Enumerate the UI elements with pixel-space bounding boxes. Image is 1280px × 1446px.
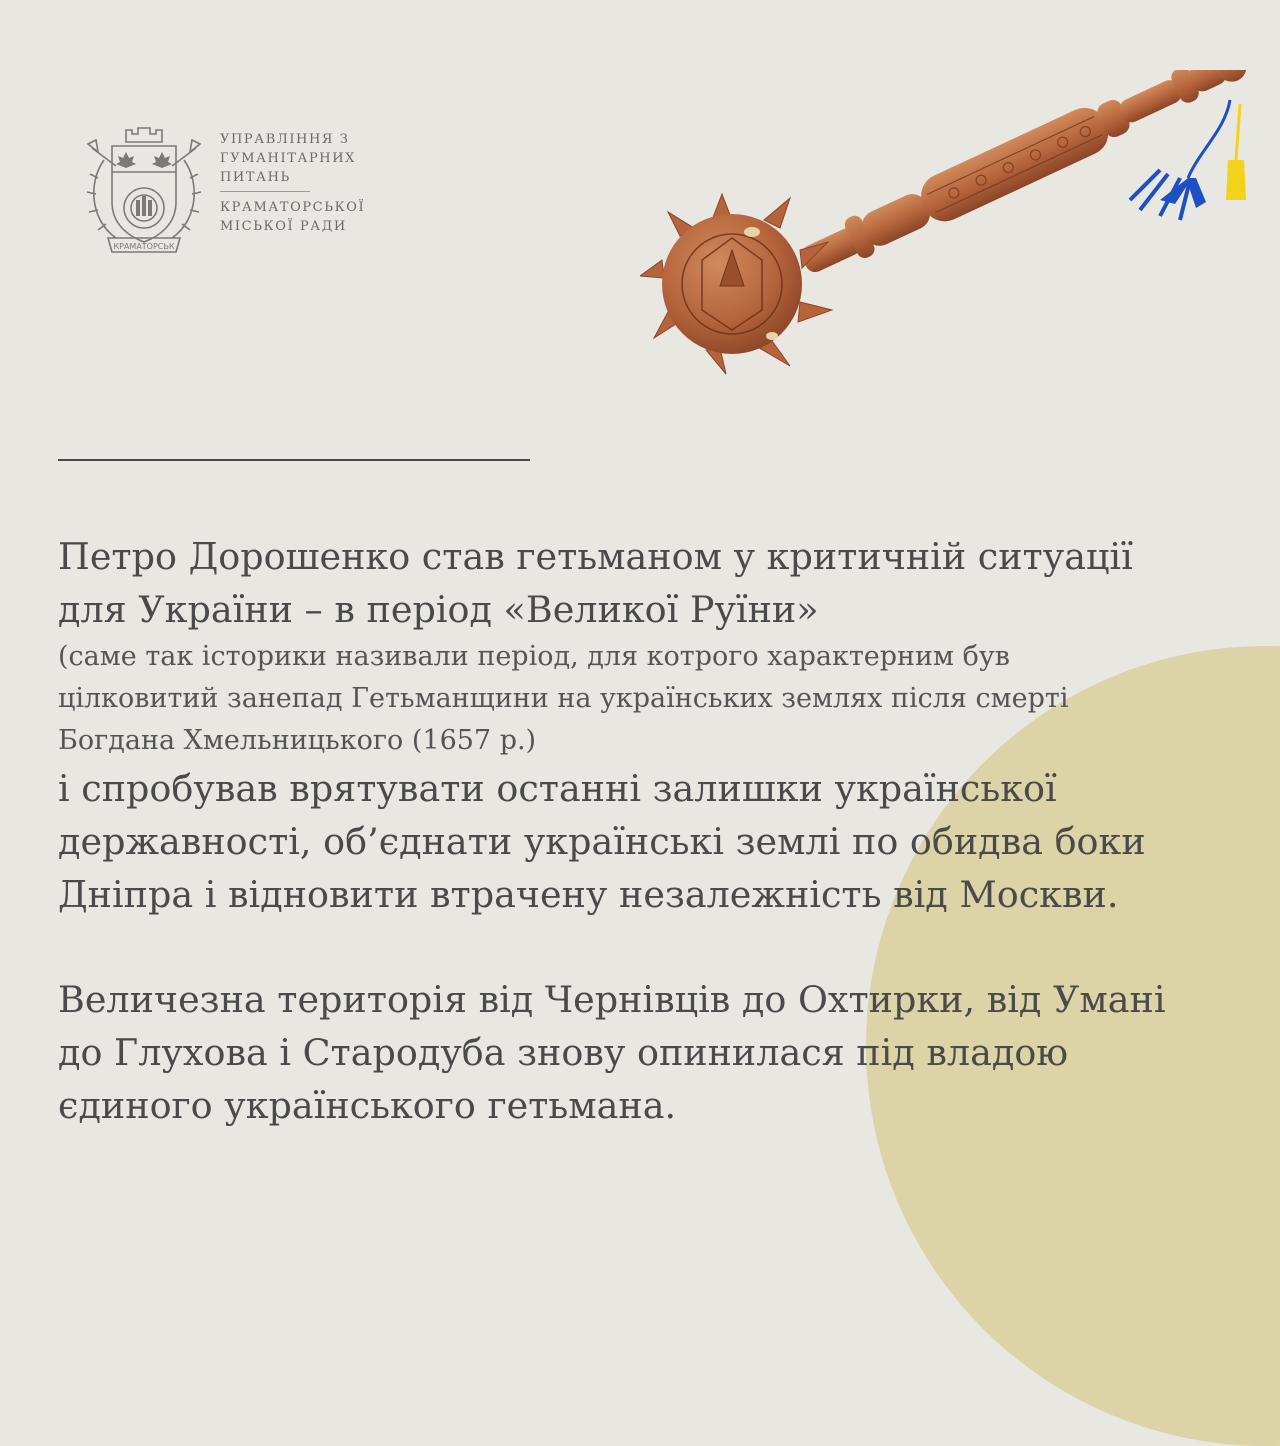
text-line: державності, об’єднати українські землі по обидва боки (58, 820, 1146, 863)
hetman-mace-bulava-icon (640, 70, 1260, 380)
organization-logo (82, 120, 402, 260)
text-line: до Глухова і Стародуба знову опинилася під владою (58, 1031, 1069, 1074)
org-name-line: ГУМАНІТАРНИХ (220, 151, 357, 166)
logo-divider (220, 191, 310, 192)
org-name-line: МІСЬКОЇ РАДИ (220, 219, 347, 234)
org-name-line: ПИТАНЬ (220, 170, 291, 185)
text-line: цілковитий занепад Гетьманщини на українських землях після смерті (58, 683, 1069, 714)
text-line: Дніпра і відновити втрачену незалежність від Москви. (58, 873, 1119, 916)
article-body (58, 530, 1238, 1132)
text-line: (саме так історики називали період, для котрого характерним був (58, 641, 1010, 672)
continue-paragraph (58, 762, 1238, 921)
text-line: Богдана Хмельницького (1657 р.) (58, 725, 537, 756)
note-paragraph (58, 636, 1238, 762)
emblem-caption: КРАМАТОРСЬК (113, 242, 175, 251)
text-line: і спробував врятувати останні залишки української (58, 767, 1057, 810)
text-line: Петро Дорошенко став гетьманом у критичній ситуації (58, 535, 1133, 578)
final-paragraph (58, 973, 1238, 1132)
org-name-line: УПРАВЛІННЯ З (220, 132, 350, 147)
section-divider (58, 459, 530, 461)
org-name-line: КРАМАТОРСЬКОЇ (220, 200, 366, 215)
text-line: єдиного українського гетьмана. (58, 1084, 677, 1127)
organization-name (220, 130, 365, 236)
kramatorsk-coat-of-arms-icon (82, 120, 206, 260)
text-line: для України – в період «Великої Руїни» (58, 588, 819, 631)
text-line: Величезна територія від Чернівців до Охтирки, від Умані (58, 978, 1166, 1021)
intro-paragraph (58, 530, 1238, 636)
